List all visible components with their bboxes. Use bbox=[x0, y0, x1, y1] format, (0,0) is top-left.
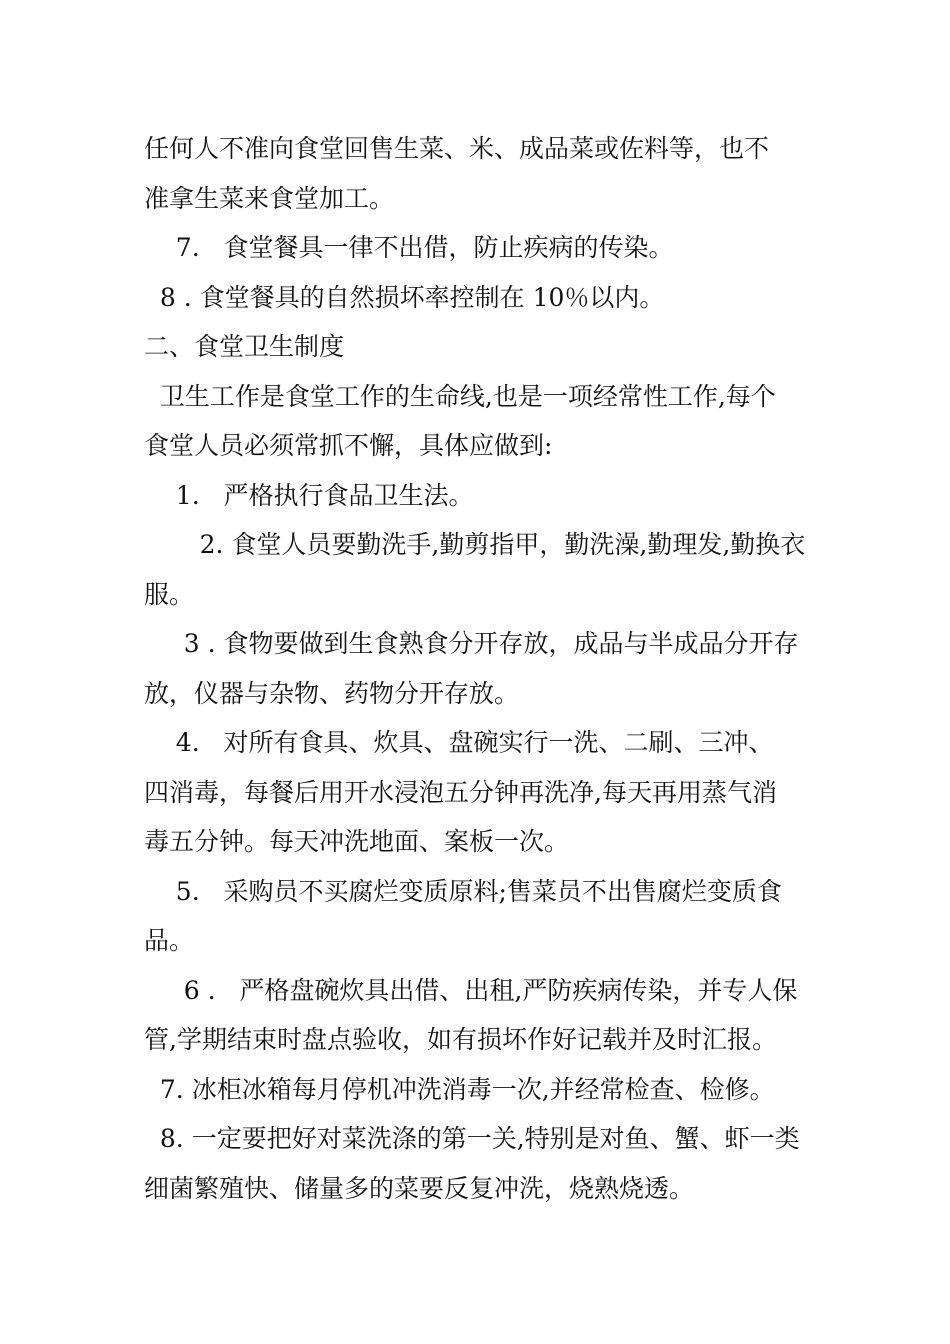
text-line: 准拿生菜来食堂加工。 bbox=[144, 183, 395, 213]
text-line: 管,学期结束时盘点验收，如有损坏作好记载并及时汇报。 bbox=[144, 1025, 777, 1054]
text-line: 2. 食堂人员要勤洗手,勤剪指甲，勤洗澡,勤理发,勤换衣 bbox=[144, 530, 806, 559]
text-line: 任何人不准向食堂回售生菜、米、成品菜或佐料等，也不 bbox=[144, 134, 770, 163]
text-line: 毒五分钟。每天冲洗地面、案板一次。 bbox=[144, 827, 570, 856]
text-line: 服。 bbox=[144, 579, 195, 609]
section-heading: 二、食堂卫生制度 bbox=[144, 332, 345, 361]
text-line: 3 . 食物要做到生食熟食分开存放，成品与半成品分开存 bbox=[144, 629, 799, 658]
text-line: 7. 冰柜冰箱每月停机冲洗消毒一次,并经常检查、检修。 bbox=[144, 1074, 775, 1104]
text-line: 卫生工作是食堂工作的生命线,也是一项经常性工作,每个 bbox=[144, 381, 776, 411]
text-line: 6 . 严格盘碗炊具出借、出租,严防疾病传染，并专人保 bbox=[144, 975, 798, 1005]
text-line: 品。 bbox=[144, 926, 195, 955]
text-line: 8. 一定要把好对菜洗涤的第一关,特别是对鱼、蟹、虾一类 bbox=[144, 1124, 800, 1153]
text-line: 8 . 食堂餐具的自然损坏率控制在 10％以内。 bbox=[144, 282, 665, 312]
text-line: 5. 采购员不买腐烂变质原料;售菜员不出售腐烂变质食 bbox=[144, 876, 782, 906]
text-line: 1. 严格执行食品卫生法。 bbox=[144, 480, 474, 510]
document-body bbox=[144, 124, 809, 1213]
text-line: 细菌繁殖快、储量多的菜要反复冲洗，烧熟烧透。 bbox=[144, 1173, 695, 1203]
text-line: 放，仪器与杂物、药物分开存放。 bbox=[144, 678, 520, 708]
text-line: 7. 食堂餐具一律不出借，防止疾病的传染。 bbox=[144, 233, 674, 262]
text-line: 四消毒，每餐后用开水浸泡五分钟再洗净,每天再用蒸气消 bbox=[144, 777, 777, 807]
text-line: 食堂人员必须常抓不懈，具体应做到: bbox=[144, 431, 553, 460]
text-line: 4. 对所有食具、炊具、盘碗实行一洗、二刷、三冲、 bbox=[144, 728, 774, 757]
